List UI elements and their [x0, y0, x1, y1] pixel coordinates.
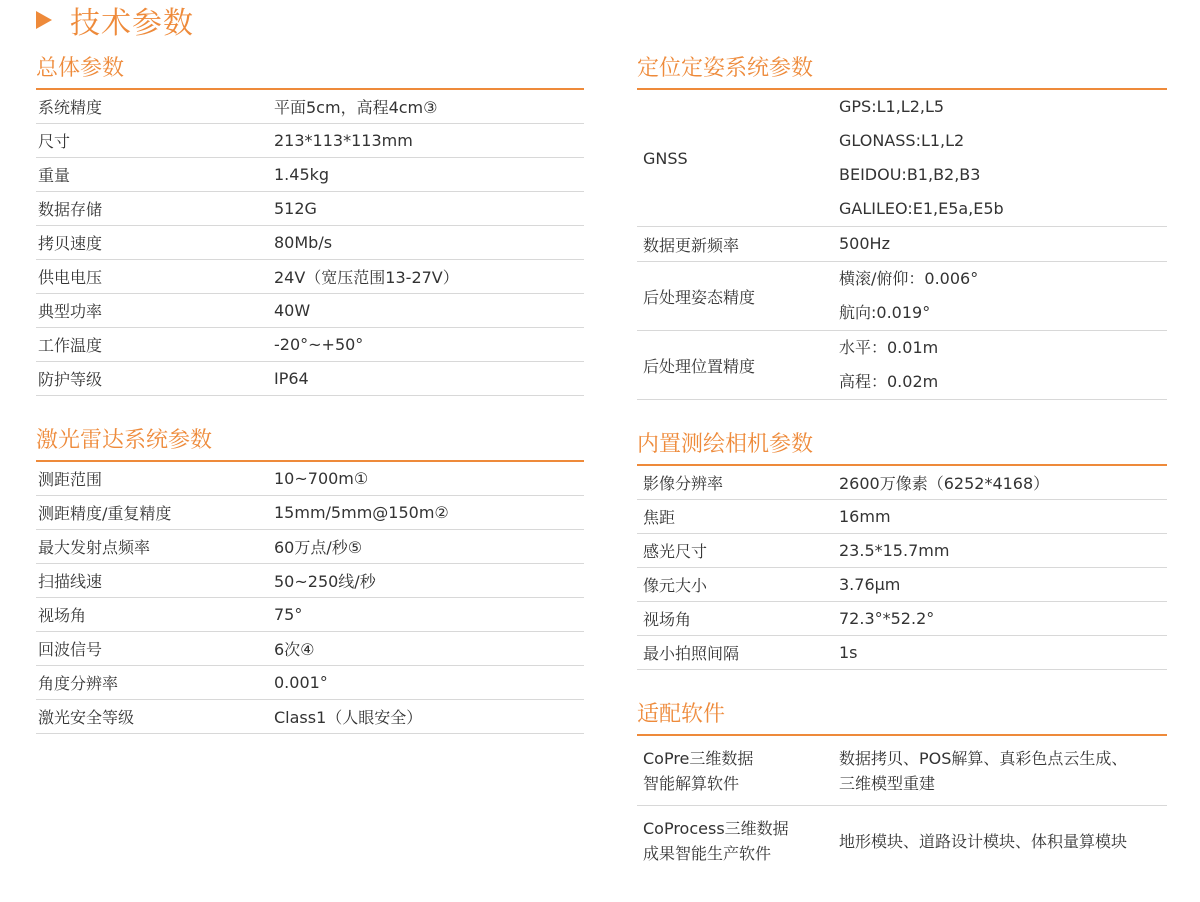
spec-value: 40W [274, 301, 311, 320]
spec-value: 24V（宽压范围13-27V） [274, 268, 459, 287]
table-row [637, 534, 1167, 568]
table-row [637, 568, 1167, 602]
spec-value-line: 500Hz [839, 234, 890, 253]
spec-key: 焦距 [643, 508, 676, 527]
spec-table [637, 90, 1167, 400]
table-row [36, 158, 584, 192]
spec-key: 尺寸 [38, 132, 71, 151]
spec-value: 72.3°*52.2° [839, 609, 935, 628]
spec-key: 感光尺寸 [643, 542, 708, 561]
spec-value-line: GPS:L1,L2,L5 [839, 97, 945, 116]
spec-value [837, 736, 1127, 805]
section-lidar [36, 422, 584, 734]
table-row [637, 227, 1167, 262]
spec-key: 视场角 [38, 606, 87, 625]
spec-value: 10~700m① [274, 469, 369, 488]
spec-value: 0.001° [274, 673, 328, 692]
table-row [637, 90, 1167, 227]
table-row [637, 602, 1167, 636]
spec-key: 后处理姿态精度 [643, 287, 756, 307]
section-title: 定位定姿系统参数 [637, 50, 1167, 90]
spec-value: IP64 [274, 369, 309, 388]
spec-key: 影像分辨率 [643, 474, 724, 493]
spec-key: 激光安全等级 [38, 708, 135, 727]
section-title: 总体参数 [36, 50, 584, 90]
spec-key: 系统精度 [38, 98, 103, 117]
spec-value: 平面5cm，高程4cm③ [274, 98, 438, 117]
spec-table [637, 466, 1167, 670]
table-row [637, 262, 1167, 331]
left-column [36, 50, 584, 760]
table-row [36, 496, 584, 530]
spec-key: 典型功率 [38, 302, 103, 321]
spec-value: 16mm [839, 507, 891, 526]
spec-key [637, 736, 837, 805]
table-row [637, 466, 1167, 500]
spec-value-line: 数据拷贝、POS解算、真彩色点云生成、 [839, 748, 1128, 768]
spec-key: GNSS [643, 148, 688, 168]
spec-key-line: CoProcess三维数据 [643, 819, 789, 838]
table-row [36, 666, 584, 700]
table-row [36, 90, 584, 124]
section-title: 内置测绘相机参数 [637, 426, 1167, 466]
table-row [637, 331, 1167, 400]
spec-value: 6次④ [274, 640, 315, 659]
spec-value: -20°~+50° [274, 335, 364, 354]
section-software [637, 696, 1167, 876]
spec-key-line: 智能解算软件 [643, 773, 740, 793]
spec-value [837, 806, 1127, 876]
section-title: 激光雷达系统参数 [36, 422, 584, 462]
table-row [36, 294, 584, 328]
page-title: 技术参数 [70, 6, 194, 41]
table-row [36, 564, 584, 598]
spec-value: 213*113*113mm [274, 131, 413, 150]
spec-value: 23.5*15.7mm [839, 541, 950, 560]
spec-key: 视场角 [643, 610, 692, 629]
spec-key: 扫描线速 [38, 572, 103, 591]
spec-value-line: 三维模型重建 [839, 773, 936, 793]
spec-value: 60万点/秒⑤ [274, 538, 363, 557]
table-row [36, 598, 584, 632]
spec-key: 后处理位置精度 [643, 356, 756, 376]
section-camera [637, 426, 1167, 670]
spec-key-line: CoPre三维数据 [643, 748, 754, 768]
spec-key: 重量 [38, 166, 71, 185]
table-row [637, 806, 1167, 876]
spec-value: 1.45kg [274, 165, 330, 184]
spec-value-line: BEIDOU:B1,B2,B3 [839, 165, 981, 184]
spec-key: 像元大小 [643, 576, 708, 595]
table-row [36, 530, 584, 564]
spec-value-line: 水平：0.01m [839, 338, 939, 357]
spec-value [837, 262, 978, 330]
spec-key: 防护等级 [38, 370, 103, 389]
spec-value-line: 高程：0.02m [839, 372, 939, 391]
spec-value: 512G [274, 199, 317, 218]
spec-value: 50~250线/秒 [274, 572, 376, 591]
spec-key: 回波信号 [38, 640, 103, 659]
spec-value: 2600万像素（6252*4168） [839, 474, 1050, 493]
table-row [637, 736, 1167, 806]
section-general [36, 50, 584, 396]
spec-key: 最小拍照间隔 [643, 644, 740, 663]
spec-key: 测距精度/重复精度 [38, 504, 172, 523]
spec-value: 80Mb/s [274, 233, 333, 252]
table-row [36, 462, 584, 496]
spec-key: 数据存储 [38, 200, 103, 219]
table-row [36, 328, 584, 362]
spec-value: 1s [839, 643, 858, 662]
table-row [637, 636, 1167, 670]
table-row [36, 260, 584, 294]
page-header [36, 0, 194, 40]
section-title: 适配软件 [637, 696, 1167, 736]
table-row [36, 362, 584, 396]
spec-key: 最大发射点频率 [38, 538, 151, 557]
spec-value-line: GLONASS:L1,L2 [839, 131, 965, 150]
table-row [36, 700, 584, 734]
spec-value: 3.76μm [839, 575, 901, 594]
table-row [36, 226, 584, 260]
table-row [36, 192, 584, 226]
spec-key: 供电电压 [38, 268, 103, 287]
right-column [637, 50, 1167, 902]
spec-value: 15mm/5mm@150m② [274, 503, 449, 522]
spec-value [837, 90, 1004, 226]
spec-value: Class1（人眼安全） [274, 708, 423, 727]
spec-key [637, 806, 837, 876]
spec-table [36, 90, 584, 396]
spec-key: 拷贝速度 [38, 234, 103, 253]
spec-value [837, 331, 938, 399]
spec-value-line: GALILEO:E1,E5a,E5b [839, 199, 1004, 218]
spec-key: 测距范围 [38, 470, 103, 489]
section-pos [637, 50, 1167, 400]
table-row [36, 124, 584, 158]
arrow-right-icon [36, 11, 52, 29]
spec-value-line: 航向:0.019° [839, 303, 931, 322]
spec-key-line: 成果智能生产软件 [643, 844, 772, 863]
spec-value: 75° [274, 605, 303, 624]
spec-table [36, 462, 584, 734]
spec-value-line: 横滚/俯仰：0.006° [839, 269, 979, 288]
table-row [637, 500, 1167, 534]
spec-table [637, 736, 1167, 876]
spec-value [837, 227, 890, 261]
spec-value-line: 地形模块、道路设计模块、体积量算模块 [839, 831, 1128, 851]
spec-key: 角度分辨率 [38, 674, 119, 693]
spec-key: 工作温度 [38, 336, 103, 355]
spec-key: 数据更新频率 [643, 235, 740, 255]
table-row [36, 632, 584, 666]
